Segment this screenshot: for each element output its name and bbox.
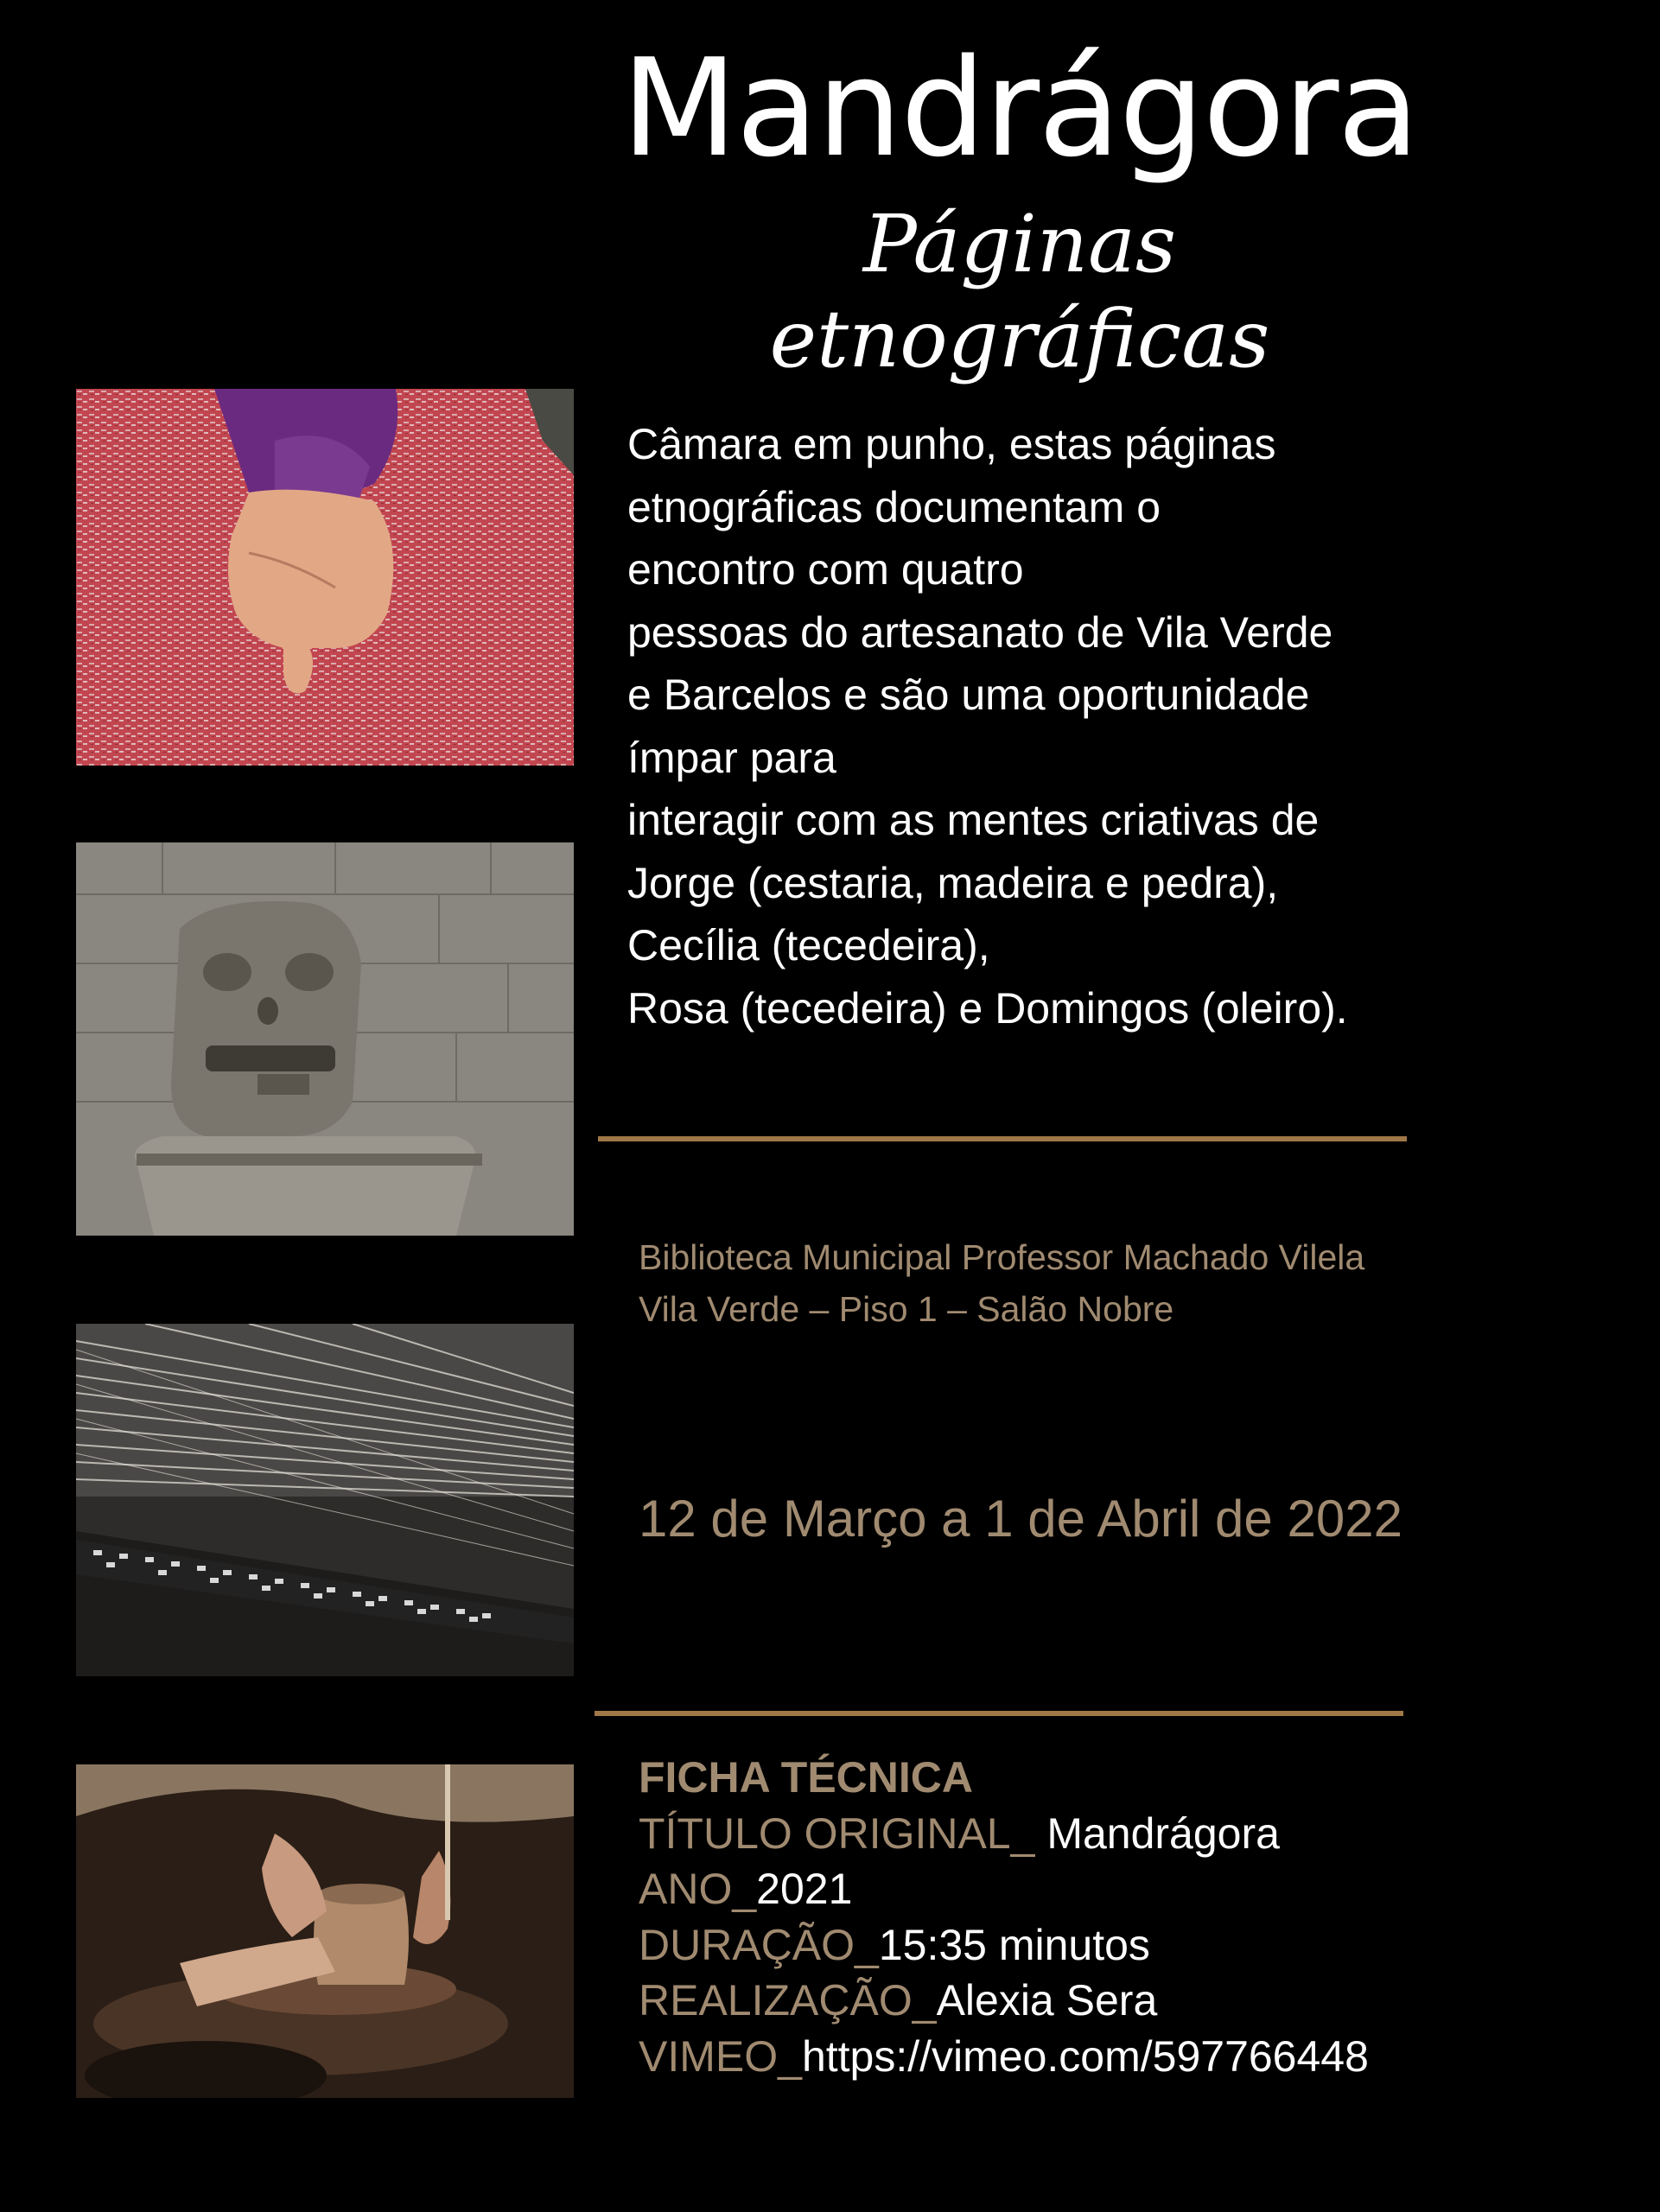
venue-line: Biblioteca Municipal Professor Machado Vilela xyxy=(639,1237,1365,1277)
page-subtitle: Páginas etnográficas xyxy=(769,198,1270,386)
page-title: Mandrágora xyxy=(620,29,1419,187)
event-dates: 12 de Março a 1 de Abril de 2022 xyxy=(639,1490,1402,1548)
credit-row-duration: DURAÇÃO_15:35 minutos xyxy=(639,1920,1150,1969)
venue-address xyxy=(639,1231,1416,1335)
hand-on-red-rug-photo xyxy=(76,389,574,766)
technical-sheet xyxy=(639,1750,1434,2084)
credit-row-director: REALIZAÇÃO_Alexia Sera xyxy=(639,1976,1158,2024)
divider xyxy=(598,1136,1407,1141)
stone-face-fountain-photo xyxy=(76,842,574,1236)
divider xyxy=(595,1711,1403,1716)
loom-threads-photo xyxy=(76,1324,574,1676)
technical-sheet-heading: FICHA TÉCNICA xyxy=(639,1753,974,1802)
credit-row-vimeo[interactable]: VIMEO_https://vimeo.com/597766448 xyxy=(639,2031,1369,2081)
venue-line: Vila Verde – Piso 1 – Salão Nobre xyxy=(639,1289,1174,1329)
description-text: Câmara em punho, estas páginas etnográficas documentam o encontro com quatro pessoas do artesanato de Vila Verde e Barcelos e são uma oportunidade ímpar para interagir com as mentes criativas de Jorge (cestaria, madeira e pedra), Cecília (tecedeira), Rosa (tecedeira) e Domingos (oleiro). xyxy=(627,420,1348,1033)
vimeo-link[interactable]: https://vimeo.com/597766448 xyxy=(801,2031,1369,2081)
credit-row-title: TÍTULO ORIGINAL_ Mandrágora xyxy=(639,1808,1280,1858)
pottery-wheel-photo xyxy=(76,1764,574,2098)
credit-row-year: ANO_2021 xyxy=(639,1865,853,1913)
